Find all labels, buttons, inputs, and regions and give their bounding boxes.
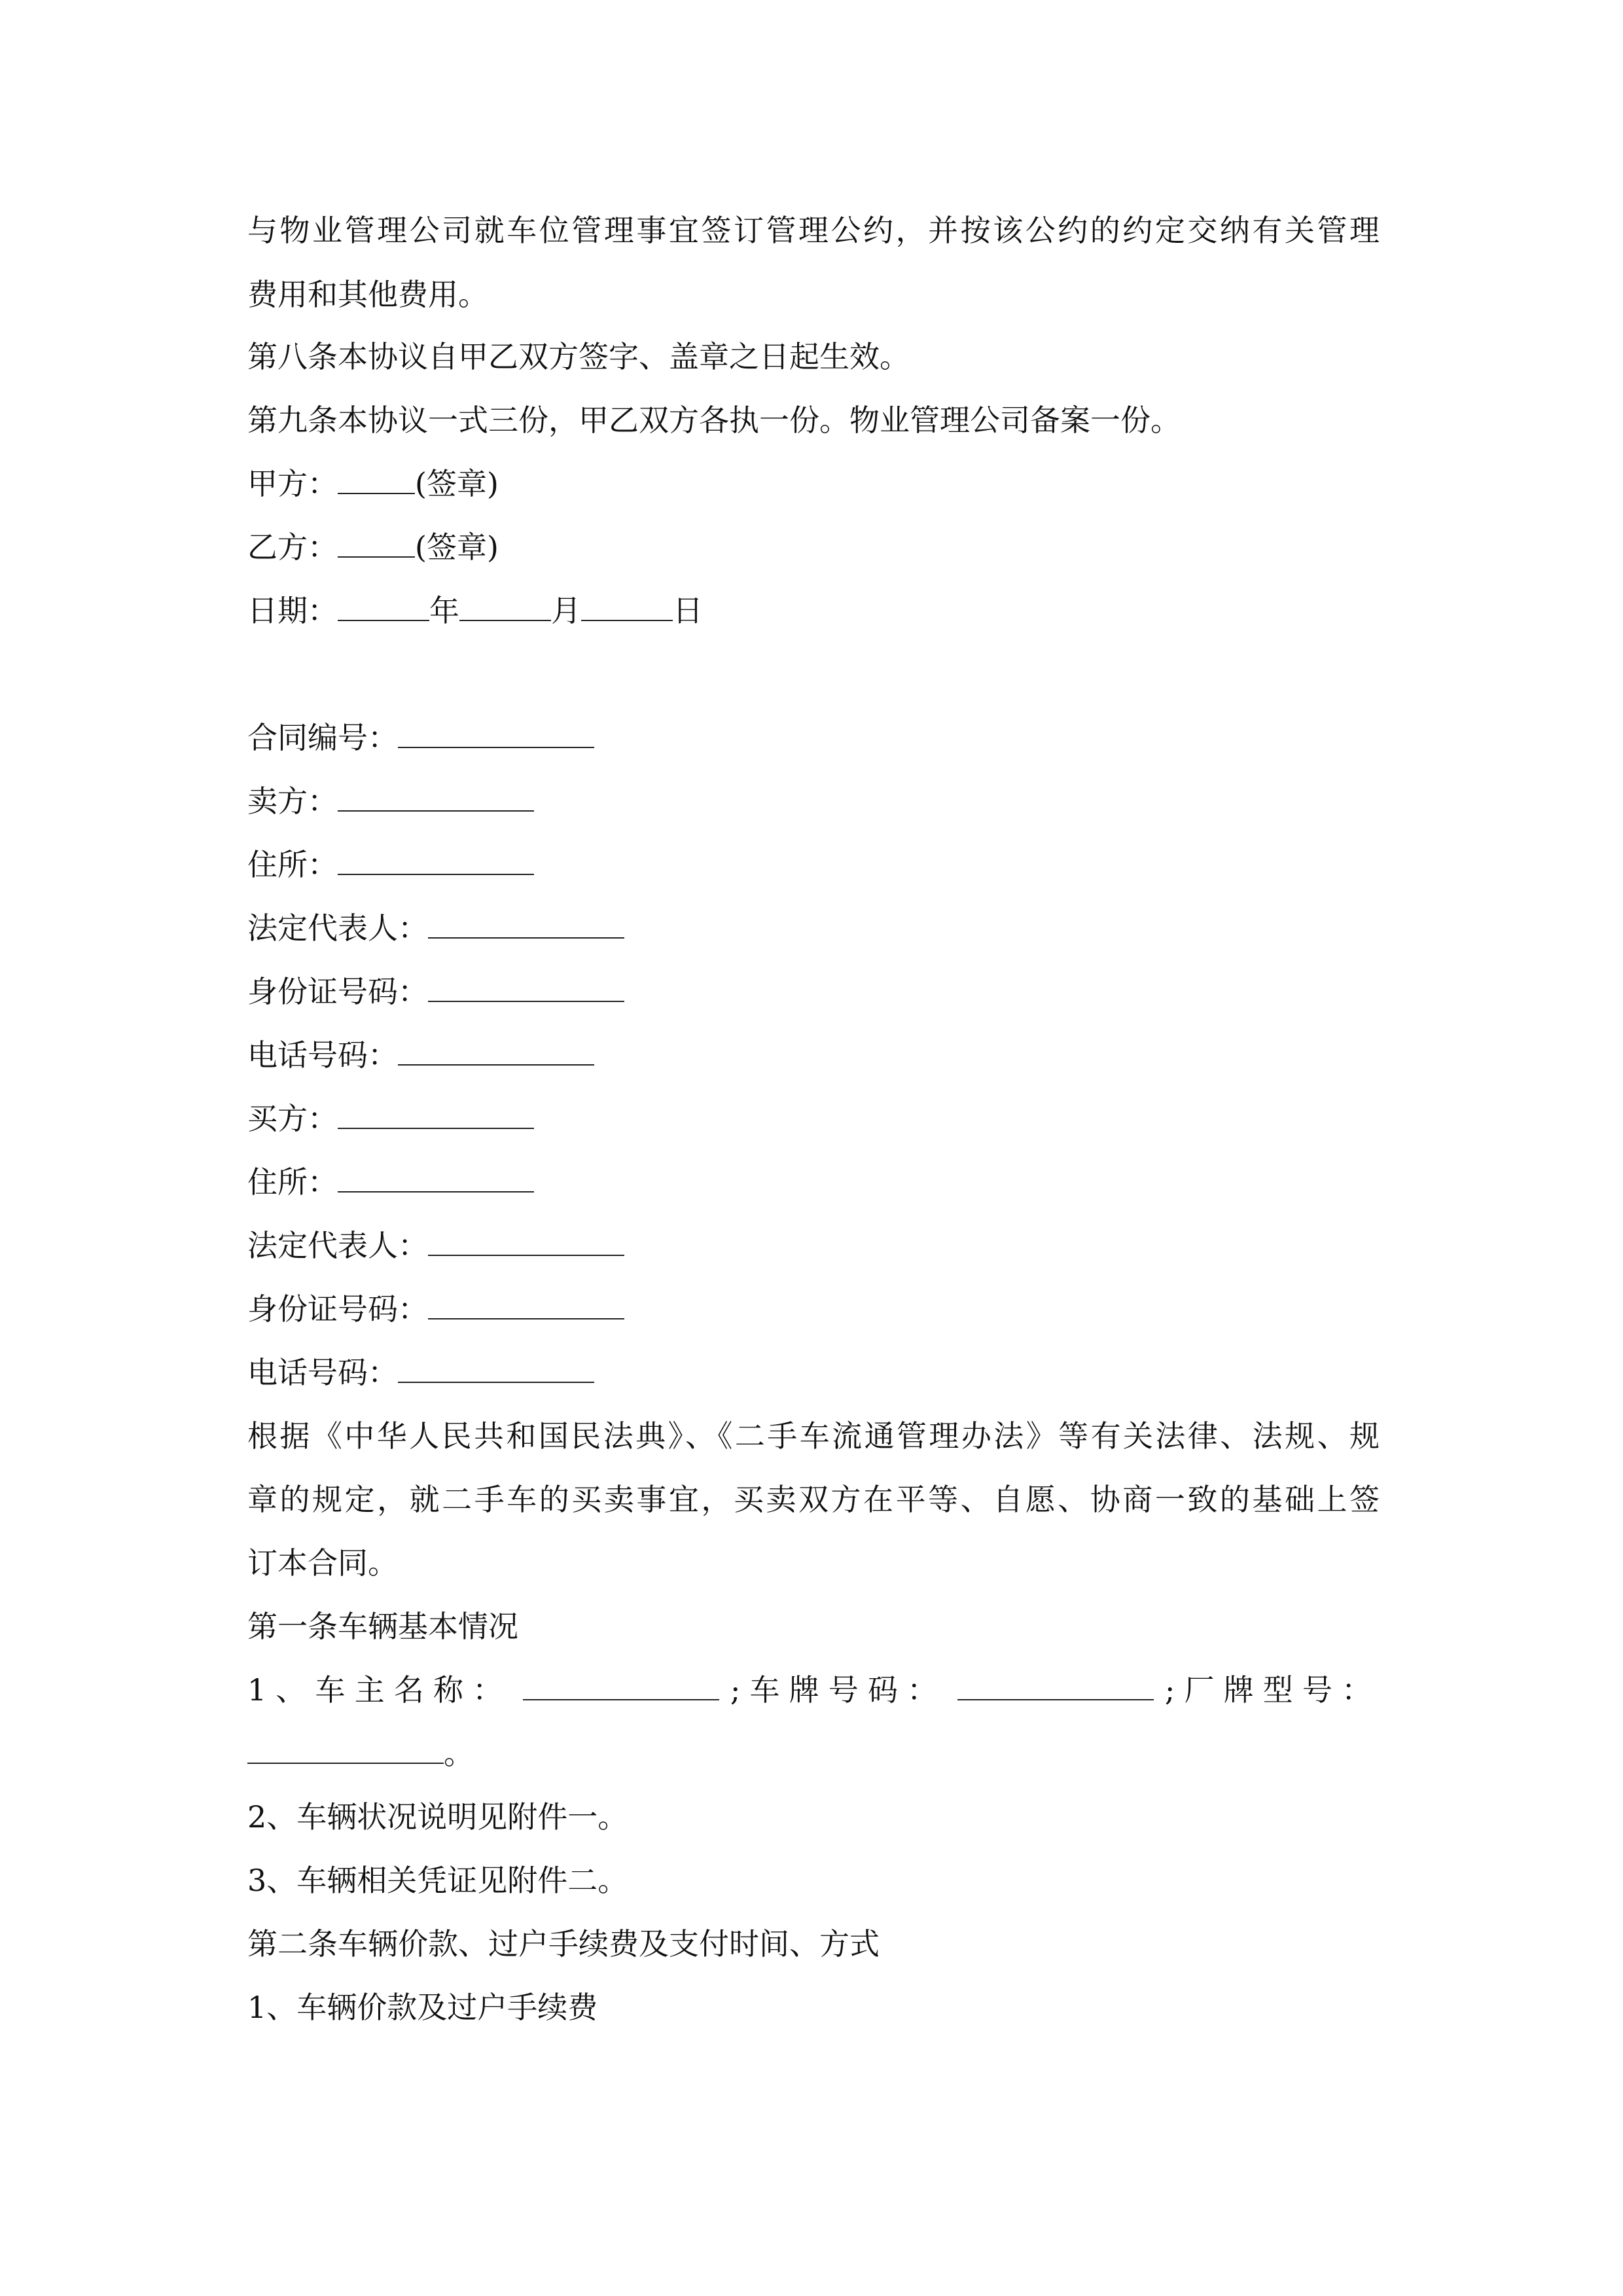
field-label: 身份证号码： xyxy=(247,1291,428,1327)
year-label: 年 xyxy=(429,593,459,628)
day-label: 日 xyxy=(673,593,703,628)
buyer-rep-field xyxy=(247,1226,624,1265)
party-b-label: 乙方： xyxy=(247,529,338,565)
field-blank[interactable] xyxy=(398,1038,594,1066)
field-label: 买方： xyxy=(247,1101,338,1136)
field-label: 电话号码： xyxy=(247,1037,398,1073)
field-label: 电话号码： xyxy=(247,1355,398,1390)
plate-number-blank[interactable] xyxy=(957,1673,1154,1700)
model-label: ;厂牌型号： xyxy=(1164,1672,1380,1708)
seller-id-field xyxy=(247,972,624,1011)
article-1-item-2: 2、车辆状况说明见附件一。 xyxy=(247,1799,628,1835)
field-label: 卖方： xyxy=(247,783,338,819)
article-2-title: 第二条车辆价款、过户手续费及支付时间、方式 xyxy=(247,1926,880,1962)
month-label: 月 xyxy=(551,593,581,628)
seller-phone-field xyxy=(247,1035,594,1075)
article-1-item-1-cont xyxy=(247,1734,474,1773)
party-b-blank[interactable] xyxy=(338,530,415,558)
field-blank[interactable] xyxy=(428,911,624,939)
field-label: 身份证号码： xyxy=(247,974,428,1009)
field-blank[interactable] xyxy=(338,1165,534,1193)
paragraph-line: 费用和其他费用。 xyxy=(247,277,488,312)
field-blank[interactable] xyxy=(398,1355,594,1383)
preamble-line: 根据《中华人民共和国民法典》、《二手车流通管理办法》等有关法律、法规、规 xyxy=(247,1418,1380,1454)
owner-name-blank[interactable] xyxy=(523,1673,719,1700)
field-label: 住所： xyxy=(247,1164,338,1200)
owner-name-label: 1、车主名称： xyxy=(247,1672,512,1708)
article-1-item-3: 3、车辆相关凭证见附件二。 xyxy=(247,1863,628,1898)
buyer-id-field xyxy=(247,1289,624,1329)
seller-rep-field xyxy=(247,908,624,948)
buyer-field xyxy=(247,1099,534,1138)
preamble-line: 订本合同。 xyxy=(247,1545,398,1581)
buyer-phone-field xyxy=(247,1353,594,1392)
buyer-address-field xyxy=(247,1162,534,1202)
contract-no-field xyxy=(247,718,594,757)
field-label: 住所： xyxy=(247,847,338,882)
field-blank[interactable] xyxy=(338,784,534,812)
field-blank[interactable] xyxy=(338,1102,534,1129)
field-blank[interactable] xyxy=(338,848,534,875)
article-1-title: 第一条车辆基本情况 xyxy=(247,1609,518,1644)
model-blank[interactable] xyxy=(247,1736,444,1764)
date-line xyxy=(247,591,703,630)
field-blank[interactable] xyxy=(398,721,594,748)
seal-label: (签章) xyxy=(415,466,499,501)
month-blank[interactable] xyxy=(459,594,551,621)
seller-address-field xyxy=(247,845,534,884)
field-label: 法定代表人： xyxy=(247,1228,428,1263)
seal-label: (签章) xyxy=(415,529,499,565)
preamble-line: 章的规定，就二手车的买卖事宜，买卖双方在平等、自愿、协商一致的基础上签 xyxy=(247,1482,1380,1517)
party-b-signature xyxy=(247,528,499,567)
party-a-blank[interactable] xyxy=(338,467,415,494)
date-label: 日期： xyxy=(247,593,338,628)
article-9: 第九条本协议一式三份，甲乙双方各执一份。物业管理公司备案一份。 xyxy=(247,403,1181,438)
article-2-item-1: 1、车辆价款及过户手续费 xyxy=(247,1990,598,2025)
day-blank[interactable] xyxy=(581,594,673,621)
paragraph-line: 与物业管理公司就车位管理事宜签订管理公约，并按该公约的约定交纳有关管理 xyxy=(247,213,1380,248)
field-blank[interactable] xyxy=(428,975,624,1002)
field-blank[interactable] xyxy=(428,1229,624,1256)
article-1-item-1 xyxy=(247,1670,1380,1710)
plate-number-label: ;车牌号码： xyxy=(730,1672,947,1708)
sentence-end: 。 xyxy=(444,1736,474,1771)
article-8: 第八条本协议自甲乙双方签字、盖章之日起生效。 xyxy=(247,339,910,374)
field-label: 法定代表人： xyxy=(247,910,428,946)
party-a-signature xyxy=(247,464,499,503)
field-blank[interactable] xyxy=(428,1292,624,1319)
seller-field xyxy=(247,781,534,821)
field-label: 合同编号： xyxy=(247,720,398,755)
party-a-label: 甲方： xyxy=(247,466,338,501)
year-blank[interactable] xyxy=(338,594,429,621)
